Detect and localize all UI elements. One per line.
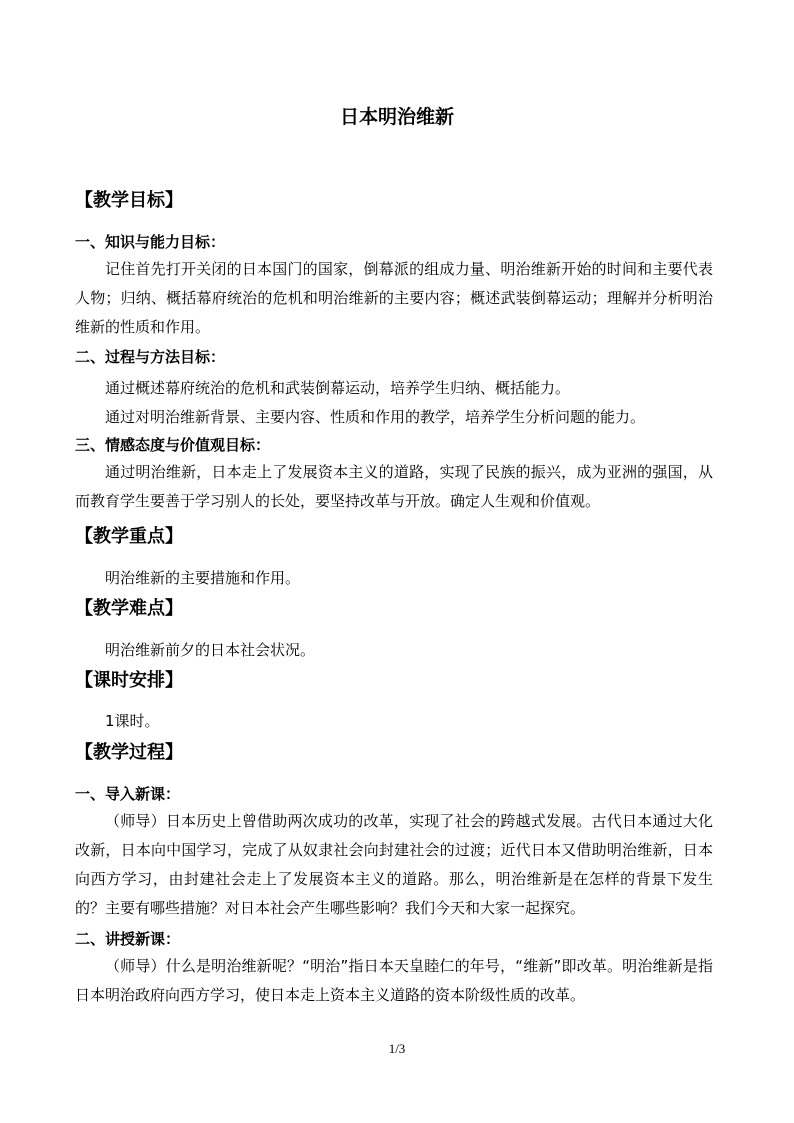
intro-text: （师导）日本历史上曾借助两次成功的改革，实现了社会的跨越式发展。古代日本通过大化改新，日本向中国学习，完成了从奴隶社会向封建社会的过渡；近代日本又借助明治维新，日本向西方学习，由封建社会走上了发展资本主义的道路。那么，明治维新是在怎样的背景下发生的？主要有哪些措施？对日本社会产生哪些影响？我们今天和大家一起探究。 — [75, 812, 713, 917]
page-number: 1/3 — [388, 1041, 406, 1056]
difficulty-text: 明治维新前夕的日本社会状况。 — [105, 641, 316, 659]
key-points-text: 明治维新的主要措施和作用。 — [105, 569, 301, 587]
lecture-heading: 二、讲授新课： — [75, 930, 181, 948]
key-points-heading: 【教学重点】 — [75, 526, 183, 547]
knowledge-goals-heading: 一、知识与能力目标： — [75, 233, 226, 251]
procedure-heading: 【教学过程】 — [75, 742, 183, 763]
difficulty-heading: 【教学难点】 — [75, 598, 183, 619]
process-goals-text-2: 通过对明治维新背景、主要内容、性质和作用的教学，培养学生分析问题的能力。 — [105, 408, 646, 426]
document-title: 日本明治维新 — [339, 106, 454, 128]
schedule-heading: 【课时安排】 — [75, 670, 183, 691]
emotion-goals-heading: 三、情感态度与价值观目标： — [75, 436, 271, 454]
teaching-goals-heading: 【教学目标】 — [75, 190, 183, 211]
process-goals-text-1: 通过概述幕府统治的危机和武装倒幕运动，培养学生归纳、概括能力。 — [105, 379, 571, 397]
lecture-text: （师导）什么是明治维新呢？“明治”指日本天皇睦仁的年号，“维新”即改革。明治维新是指日本明治政府向西方学习，使日本走上资本主义道路的资本阶级性质的改革。 — [75, 957, 713, 1004]
intro-heading: 一、导入新课： — [75, 785, 181, 803]
emotion-goals-text: 通过明治维新，日本走上了发展资本主义的道路，实现了民族的振兴，成为亚洲的强国，从而教育学生要善于学习别人的长处，要坚持改革与开放。确定人生观和价值观。 — [75, 463, 713, 510]
schedule-text: 1课时。 — [105, 712, 160, 730]
process-goals-heading: 二、过程与方法目标： — [75, 348, 226, 366]
knowledge-goals-text: 记住首先打开关闭的日本国门的国家，倒幕派的组成力量、明治维新开始的时间和主要代表人物；归纳、概括幕府统治的危机和明治维新的主要内容；概述武装倒幕运动；理解并分析明治维新的性质和作用。 — [75, 260, 713, 336]
